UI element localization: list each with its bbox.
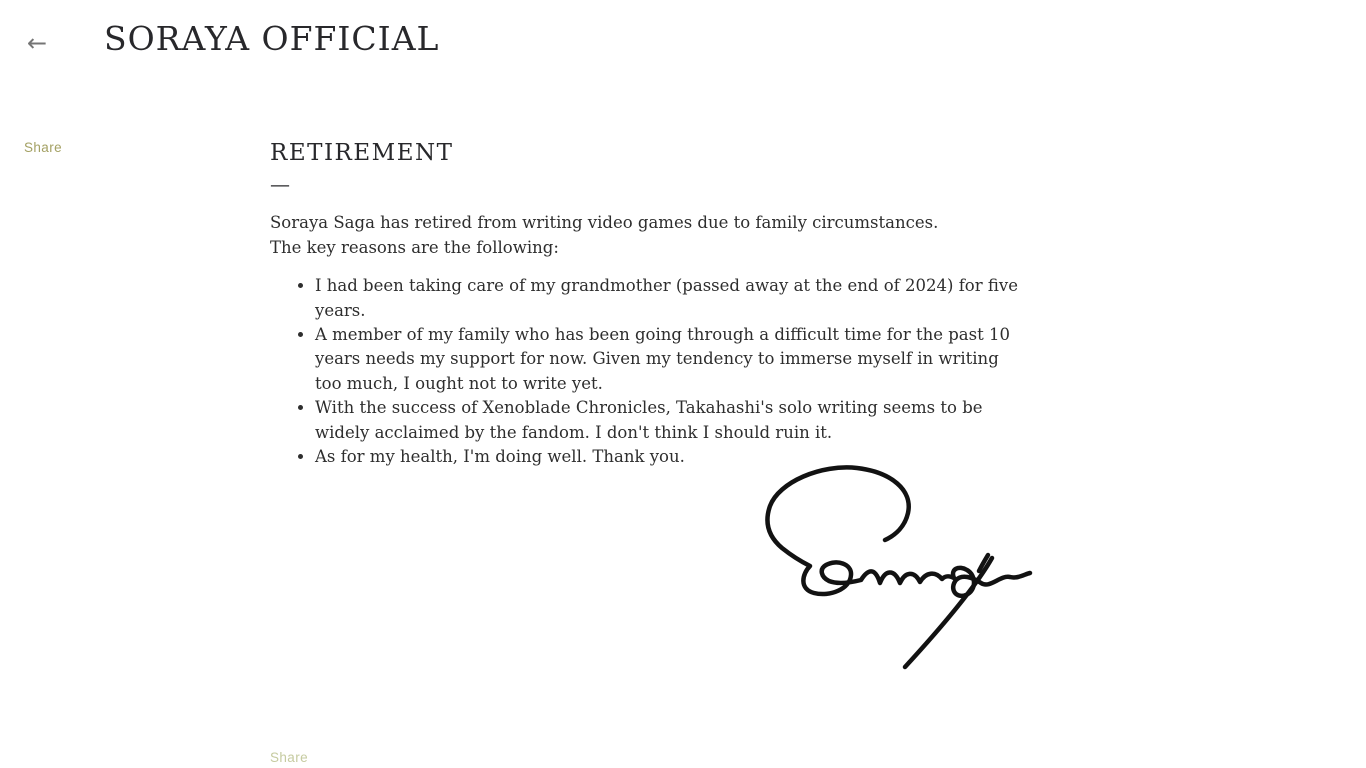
intro-line-2: The key reasons are the following: [270,237,559,257]
share-button-top[interactable]: Share [24,140,63,155]
intro-line-1: Soraya Saga has retired from writing video games due to family circumstances. [270,213,939,233]
back-arrow-icon[interactable]: ← [17,23,57,63]
reasons-list [270,274,1030,469]
site-title: SORAYA OFFICIAL [104,19,440,58]
post-body [270,140,1030,470]
list-item: • With the success of Xenoblade Chronicles, Takahashi's solo writing seems to be widely acclaimed by the fandom. I don't think I should ruin it. [315,396,1030,445]
post-title-divider: — [270,172,290,197]
list-item: • As for my health, I'm doing well. Thank you. [315,445,1030,469]
list-item: • I had been taking care of my grandmother (passed away at the end of 2024) for five years. [315,274,1030,323]
post-intro [270,211,1030,260]
signature-image [763,462,1035,674]
post-title: RETIREMENT [270,140,454,166]
share-button-bottom[interactable]: Share [270,750,309,765]
list-item: • A member of my family who has been going through a difficult time for the past 10 years needs my support for now. Given my tendency to immerse myself in writing too much, I ought not to write yet. [315,323,1030,396]
